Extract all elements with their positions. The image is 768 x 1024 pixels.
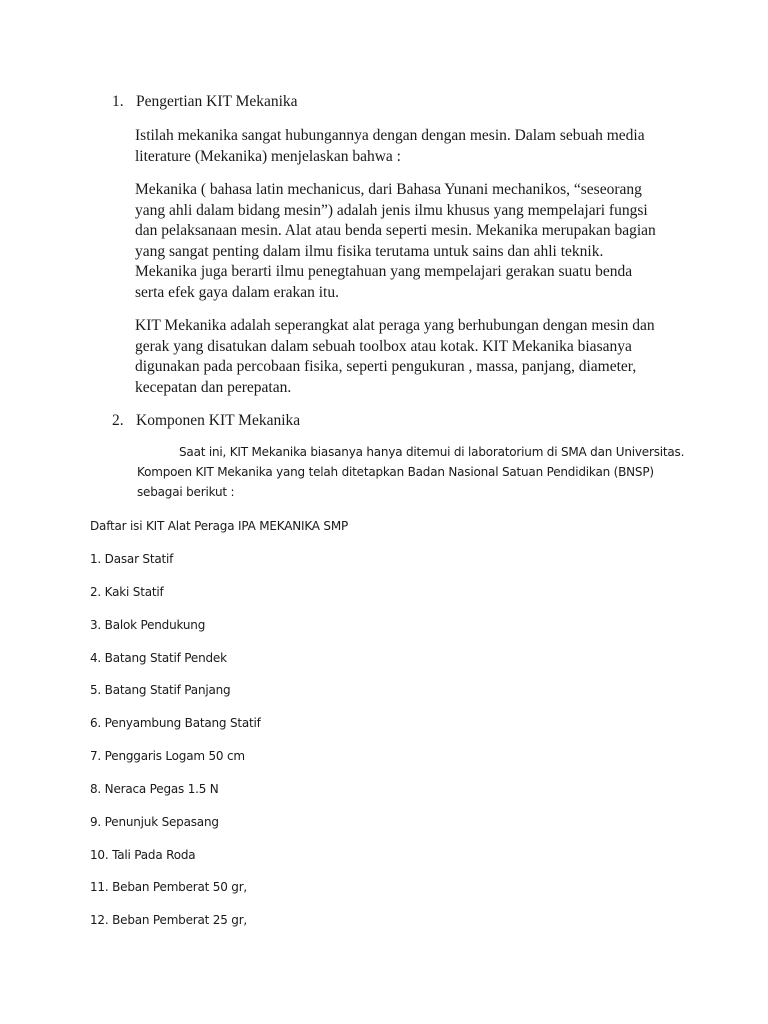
- components-intro-text: Saat ini, KIT Mekanika biasanya hanya ditemui di laboratorium di SMA dan Universitas. Kompoen KIT Mekanika yang telah ditetapkan Badan Nasional Satuan Pendidikan (BNSP) sebagai berikut :: [137, 445, 685, 499]
- section-2-title: Komponen KIT Mekanika: [136, 412, 301, 429]
- list-item: 10. Tali Pada Roda: [90, 848, 196, 862]
- list-item: 12. Beban Pemberat 25 gr,: [90, 913, 248, 927]
- list-item: 7. Penggaris Logam 50 cm: [90, 749, 245, 763]
- list-item: 9. Penunjuk Sepasang: [90, 815, 219, 829]
- list-item: 6. Penyambung Batang Statif: [90, 716, 261, 730]
- section-2-number: 2.: [112, 412, 124, 429]
- section-1-title: Pengertian KIT Mekanika: [136, 93, 298, 110]
- list-item: 1. Dasar Statif: [90, 552, 174, 566]
- section-1-number: 1.: [112, 93, 124, 110]
- list-item: 4. Batang Statif Pendek: [90, 651, 227, 665]
- section-1-heading: [112, 92, 298, 113]
- list-item: 11. Beban Pemberat 50 gr,: [90, 880, 248, 894]
- list-item: 3. Balok Pendukung: [90, 618, 206, 632]
- list-item: 2. Kaki Statif: [90, 585, 164, 599]
- section-2-heading: [112, 411, 300, 432]
- paragraph-mekanika-definition: Mekanika ( bahasa latin mechanicus, dari Bahasa Yunani mechanikos, “seseorang yang ahli dalam bidang mesin”) adalah jenis ilmu khusus yang mempelajari fungsi dan pelaksanaan mesin. Alat atau benda seperti mesin. Mekanika merupakan bagian yang sangat penting dalam ilmu fisika terutama untuk sains dan ahli teknik. Mekanika juga berarti ilmu penegtahuan yang mempelajari gerakan suatu benda serta efek gaya dalam erakan itu.: [135, 181, 656, 301]
- list-item: 5. Batang Statif Panjang: [90, 683, 231, 697]
- paragraph-definition-intro: Istilah mekanika sangat hubungannya dengan dengan mesin. Dalam sebuah media literature (Mekanika) menjelaskan bahwa :: [135, 127, 645, 165]
- component-list-title: Daftar isi KIT Alat Peraga IPA MEKANIKA SMP: [90, 519, 349, 533]
- components-intro-paragraph: [137, 442, 697, 502]
- list-item: 8. Neraca Pegas 1.5 N: [90, 782, 219, 796]
- paragraph-kit-mekanika: KIT Mekanika adalah seperangkat alat peraga yang berhubungan dengan mesin dan gerak yang disatukan dalam sebuah toolbox atau kotak. KIT Mekanika biasanya digunakan pada percobaan fisika, seperti pengukuran , massa, panjang, diameter, kecepatan dan perepatan.: [135, 317, 655, 396]
